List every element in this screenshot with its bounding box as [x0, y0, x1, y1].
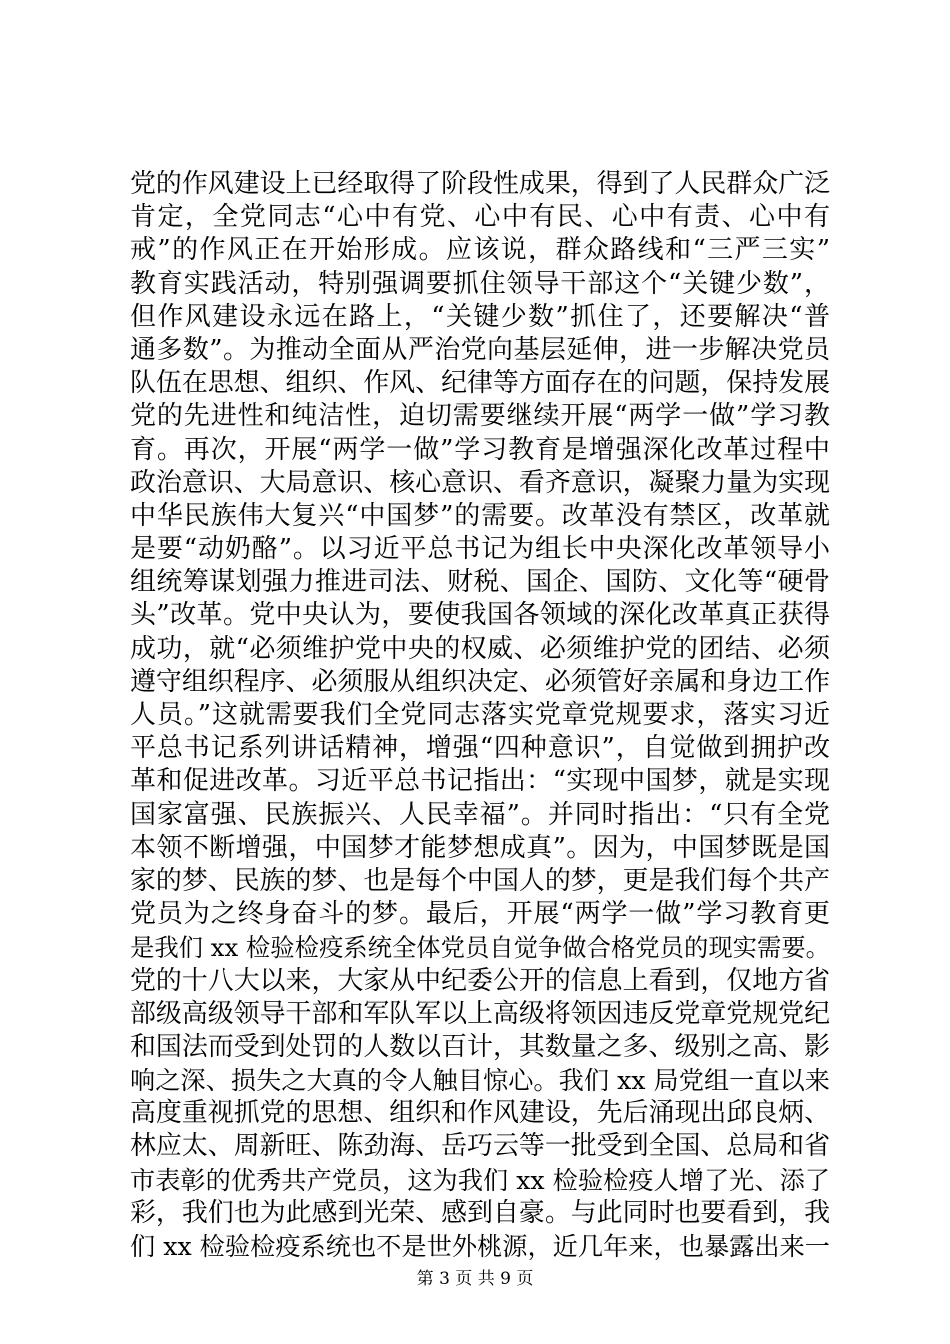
text-line: 遵守组织程序、必须服从组织决定、必须管好亲属和身边工作 — [130, 666, 830, 697]
text-line: 戒”的作风正在开始形成。应该说，群众路线和“三严三实” — [130, 235, 830, 266]
text-line: 政治意识、大局意识、核心意识、看齐意识，凝聚力量为实现 — [130, 467, 830, 498]
text-line: 党的作风建设上已经取得了阶段性成果，得到了人民群众广泛 — [130, 169, 830, 199]
text-line: 革和促进改革。习近平总书记指出：“实现中国梦，就是实现 — [130, 766, 830, 797]
text-line: 教育实践活动，特别强调要抓住领导干部这个“关键少数”， — [130, 268, 830, 299]
text-line: 但作风建设永远在路上，“关键少数”抓住了，还要解决“普 — [130, 301, 830, 332]
text-line: 是我们 xx 检验检疫系统全体党员自觉争做合格党员的现实需要。 — [130, 933, 830, 963]
text-line: 组统筹谋划强力推进司法、财税、国企、国防、文化等“硬骨 — [130, 567, 830, 598]
text-line: 响之深、损失之大真的令人触目惊心。我们 xx 局党组一直以来 — [130, 1066, 830, 1096]
text-line: 中华民族伟大复兴“中国梦”的需要。改革没有禁区，改革就 — [130, 500, 830, 531]
text-line: 党员为之终身奋斗的梦。最后，开展“两学一做”学习教育更 — [130, 899, 830, 930]
text-line: 林应太、周新旺、陈劲海、岳巧云等一批受到全国、总局和省 — [130, 1131, 830, 1162]
text-line: 们 xx 检验检疫系统也不是世外桃源，近几年来，也暴露出来一 — [130, 1232, 830, 1261]
text-line: 和国法而受到处罚的人数以百计，其数量之多、级别之高、影 — [130, 1031, 830, 1062]
text-line: 本领不断增强，中国梦才能梦想成真”。因为，中国梦既是国 — [130, 832, 830, 863]
body-text — [130, 168, 830, 1263]
text-line: 平总书记系列讲话精神，增强“四种意识”，自觉做到拥护改 — [130, 733, 830, 764]
text-line: 是要“动奶酪”。以习近平总书记为组长中央深化改革领导小 — [130, 534, 830, 565]
text-line: 党的先进性和纯洁性，迫切需要继续开展“两学一做”学习教 — [130, 401, 830, 432]
text-line: 成功，就“必须维护党中央的权威、必须维护党的团结、必须 — [130, 633, 830, 664]
text-line: 彩，我们也为此感到光荣、感到自豪。与此同时也要看到，我 — [130, 1197, 830, 1228]
text-line: 家的梦、民族的梦、也是每个中国人的梦，更是我们每个共产 — [130, 865, 830, 896]
page-footer: 第 3 页 共 9 页 — [416, 1269, 534, 1289]
text-line: 通多数”。为推动全面从严治党向基层延伸，进一步解决党员 — [130, 334, 830, 365]
text-line: 育。再次，开展“两学一做”学习教育是增强深化改革过程中 — [130, 434, 830, 465]
text-line: 肯定，全党同志“心中有党、心中有民、心中有责、心中有 — [130, 202, 830, 233]
text-line: 队伍在思想、组织、作风、纪律等方面存在的问题，保持发展 — [130, 368, 830, 399]
text-line: 党的十八大以来，大家从中纪委公开的信息上看到，仅地方省 — [130, 965, 830, 996]
text-line: 国家富强、民族振兴、人民幸福”。并同时指出：“只有全党 — [130, 799, 830, 830]
text-line: 头”改革。党中央认为，要使我国各领域的深化改革真正获得 — [130, 600, 830, 631]
text-line: 人员。”这就需要我们全党同志落实党章党规要求，落实习近 — [130, 700, 830, 730]
text-line: 部级高级领导干部和军队军以上高级将领因违反党章党规党纪 — [130, 998, 830, 1029]
text-line: 高度重视抓党的思想、组织和作风建设，先后涌现出邱良炳、 — [130, 1098, 830, 1129]
text-line: 市表彰的优秀共产党员，这为我们 xx 检验检疫人增了光、添了 — [130, 1165, 830, 1195]
